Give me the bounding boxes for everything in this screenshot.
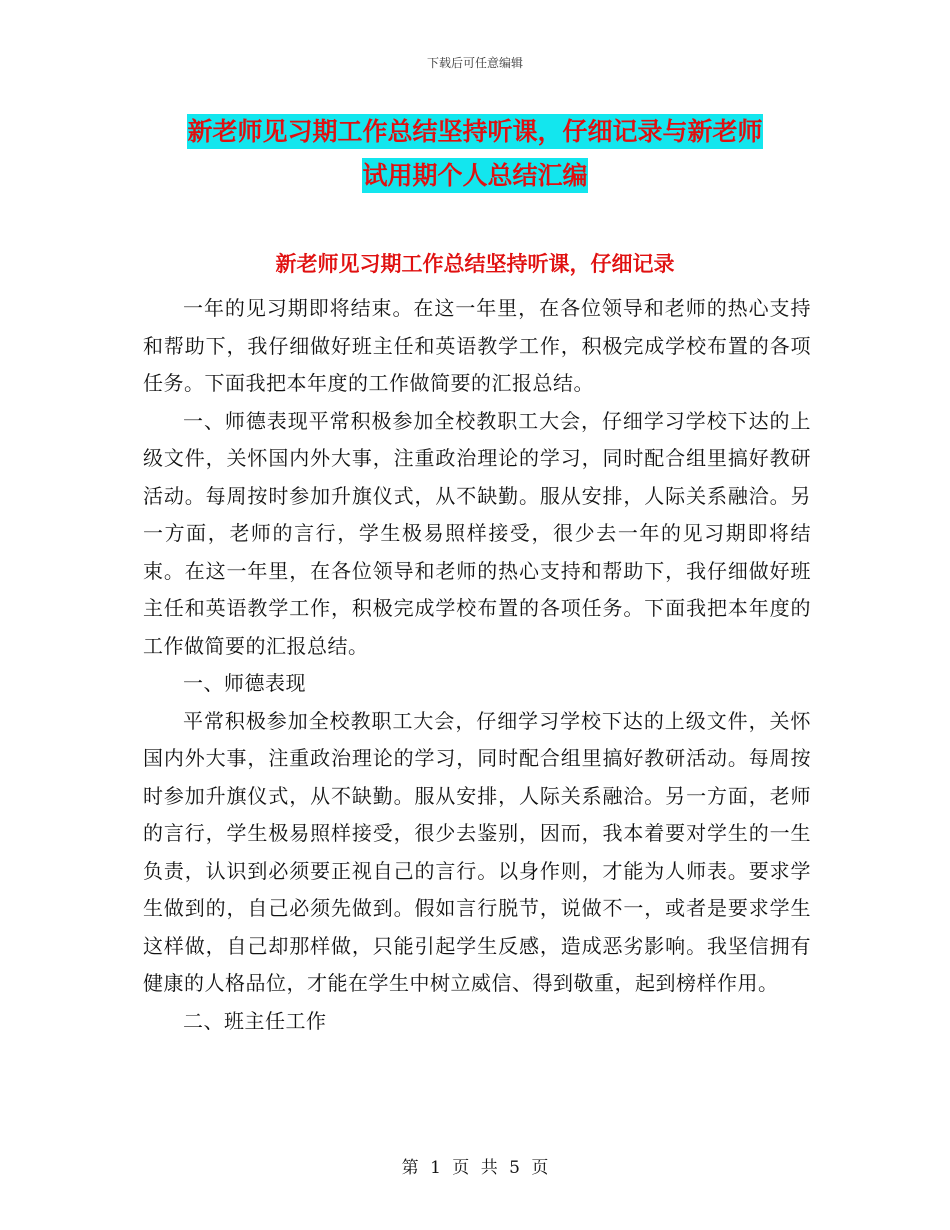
- header-note: 下载后可任意编辑: [426, 56, 523, 70]
- section-title: 新老师见习期工作总结坚持听课，仔细记录: [275, 252, 675, 276]
- document-title-line-2: 试用期个人总结汇编: [362, 158, 587, 193]
- page-footer: 第 1 页 共 5 页: [401, 1158, 549, 1178]
- paragraph-intro: 一年的见习期即将结束。在这一年里，在各位领导和老师的热心支持和帮助下，我仔细做好班主任和英语教学工作，积极完成学校布置的各项任务。下面我把本年度的工作做简要的汇报总结。: [143, 296, 811, 395]
- document-title-line-1: 新老师见习期工作总结坚持听课，仔细记录与新老师: [187, 114, 762, 149]
- paragraph-ethics-summary: 一、师德表现平常积极参加全校教职工大会，仔细学习学校下达的上级文件，关怀国内外大事，注重政治理论的学习，同时配合组里搞好教研活动。每周按时参加升旗仪式，从不缺勤。服从安排，人际关系融洽。另一方面，老师的言行，学生极易照样接受，很少去一年的见习期即将结束。在这一年里，在各位领导和老师的热心支持和帮助下，我仔细做好班主任和英语教学工作，积极完成学校布置的各项任务。下面我把本年度的工作做简要的汇报总结。: [143, 408, 811, 658]
- paragraph-ethics-detail: 平常积极参加全校教职工大会，仔细学习学校下达的上级文件，关怀国内外大事，注重政治理论的学习，同时配合组里搞好教研活动。每周按时参加升旗仪式，从不缺勤。服从安排，人际关系融洽。另一方面，老师的言行，学生极易照样接受，很少去鉴别，因而，我本着要对学生的一生负责，认识到必须要正视自己的言行。以身作则，才能为人师表。要求学生做到的，自己必须先做到。假如言行脱节，说做不一，或者是要求学生这样做，自己却那样做，只能引起学生反感，造成恶劣影响。我坚信拥有健康的人格品位，才能在学生中树立威信、得到敬重，起到榜样作用。: [143, 708, 811, 995]
- document-title: [0, 110, 950, 198]
- body-text: [143, 290, 811, 1040]
- heading-class-teacher: 二、班主任工作: [183, 1008, 327, 1033]
- heading-ethics: 一、师德表现: [183, 671, 306, 695]
